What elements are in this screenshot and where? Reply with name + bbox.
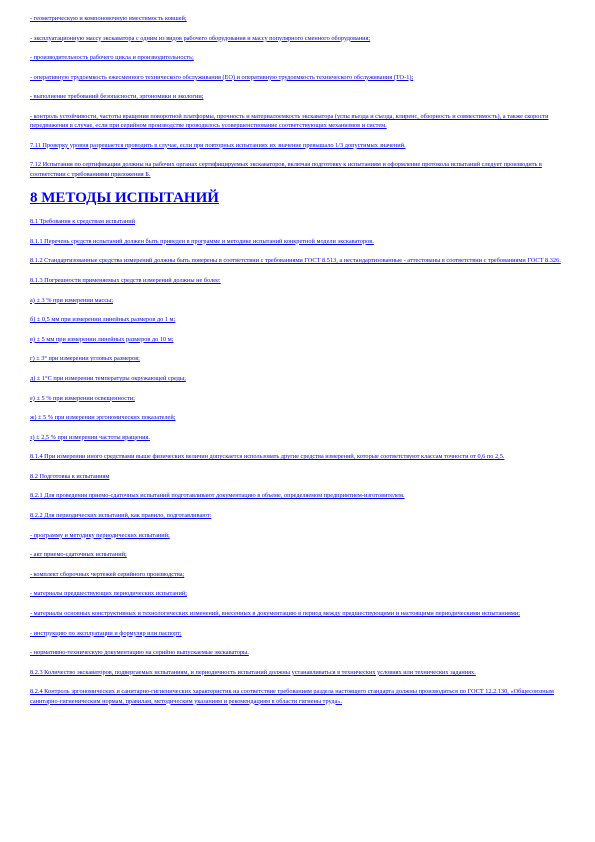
document-link-paragraph[interactable]: - материалы предшествующих периодических испытаний; bbox=[30, 590, 187, 598]
document-link-paragraph[interactable]: 8.1.4 При измерении иного средствами выше физических величин допускается использовать другие средства измерений, которые соответствуют классам точности от 0,6 по 2,5. bbox=[30, 453, 505, 461]
document-link-paragraph[interactable]: - инструкцию по эксплуатации и формуляр или паспорт; bbox=[30, 629, 182, 637]
document-page bbox=[30, 14, 565, 716]
document-link-paragraph[interactable]: 8.2.2 Для периодических испытаний, как правило, подготавливают: bbox=[30, 512, 212, 520]
document-link-paragraph[interactable]: з) ± 2,5 % при измерении частоты вращения. bbox=[30, 433, 150, 441]
paragraph-list-before bbox=[30, 14, 565, 179]
document-link-paragraph[interactable]: - комплект сборочных чертежей серийного производства; bbox=[30, 570, 185, 578]
document-link-paragraph[interactable]: в) ± 5 мм при измерении линейных размеров до 10 м; bbox=[30, 335, 174, 343]
document-link-paragraph[interactable]: - программу и методику периодических испытаний; bbox=[30, 531, 170, 539]
section-heading[interactable]: 8 МЕТОДЫ ИСПЫТАНИЙ bbox=[30, 190, 219, 207]
document-link-paragraph[interactable]: - контроль устойчивости, частоты вращения поворотной платформы, прочность и материалоемкость экскаватора (углы въезда и съезда, клиренс, обзорность и совместимость), а также скорости передвижения в случае, если при серийном производстве проводилось усовершенствование соответствующих механизмов и систем. bbox=[30, 112, 549, 130]
document-link-paragraph[interactable]: - геометрическую и компоновочную вместимость ковшей; bbox=[30, 15, 187, 22]
document-link-paragraph[interactable]: д) ± 1°С при измерении температуры окружающей среды; bbox=[30, 374, 186, 382]
document-link-paragraph[interactable]: б) ± 0,5 мм при измерении линейных размеров до 1 м; bbox=[30, 316, 176, 324]
document-link-paragraph[interactable]: - оперативную трудоемкость ежесменного технического обслуживания (ЕО) и оперативную трудоемкость технического обслуживания (ТО-1); bbox=[30, 73, 414, 81]
document-link-paragraph[interactable]: е) ± 5 % при измерении освещенности; bbox=[30, 394, 135, 402]
document-link-paragraph[interactable]: а) ± 3 % при измерении массы; bbox=[30, 296, 113, 304]
document-link-paragraph[interactable]: 8.2.1 Для проведения приемо-сдаточных испытаний подготавливают документацию в объеме, определяемом предприятием-изготовителем. bbox=[30, 492, 405, 500]
document-link-paragraph[interactable]: 8.1.1 Перечень средств испытаний должен быть приведен в программе и методике испытаний конкретной модели экскаваторов. bbox=[30, 237, 374, 245]
document-link-paragraph[interactable]: - производительность рабочего цикла и производительность; bbox=[30, 54, 194, 62]
document-link-paragraph[interactable]: 8.2.4 Контроль эргономических и санитарно-гигиенических характеристик на соответствие требованиям раздела настоящего стандарта должны производиться по ГОСТ 12.2.130, «Общесоюзным санитарно-гигиеническим нормам, правилам, методическим указаниям и рекомендациям в области гигиены труда». bbox=[30, 688, 554, 705]
document-link-paragraph[interactable]: 7.12 Испытания по сертификации должны на рабочих органах сертифицируемых экскаваторов, включая подготовку к испытаниям и оформление протокола испытаний следует производить в соответствии с требованиями приложения Б. bbox=[30, 161, 542, 178]
document-link-paragraph[interactable]: г) ± 3° при измерении угловых размеров; bbox=[30, 355, 140, 363]
document-link-paragraph[interactable]: 8.2.3 Количество экскаваторов, подвергаемых испытаниям, и периодичность испытаний должны устанавливаться в технических условиях или технических заданиях. bbox=[30, 668, 476, 676]
document-link-paragraph[interactable]: 8.2 Подготовка к испытаниям bbox=[30, 472, 110, 480]
document-link-paragraph[interactable]: ж) ± 5 % при измерении эргономических показателей; bbox=[30, 414, 176, 422]
document-link-paragraph[interactable]: - акт приемо-сдаточных испытаний; bbox=[30, 551, 127, 559]
document-link-paragraph[interactable]: 7.11 Проверку уровня разрешается проводить в случае, если при повторных испытаниях их значение превышало 1/3 допустимых значений. bbox=[30, 141, 406, 149]
document-link-paragraph[interactable]: - нормативно-техническую документацию на серийно выпускаемые экскаваторы. bbox=[30, 649, 249, 657]
document-link-paragraph[interactable]: 8.1.3 Погрешности применяемых средств измерений должны не более: bbox=[30, 276, 221, 284]
document-link-paragraph[interactable]: - материалы основных конструктивных и технологических изменений, внесенных в документацию в период между предшествующими и настоящими периодическими испытаниями; bbox=[30, 610, 521, 618]
document-link-paragraph[interactable]: 8.1.2 Стандартизованные средства измерений должны быть поверены в соответствии с требованиями ГОСТ 8.513, а нестандартизованные - аттестованы в соответствии с требованиями ГОСТ 8.326. bbox=[30, 257, 561, 265]
document-link-paragraph[interactable]: - выполнение требований безопасности, эргономики и экологии; bbox=[30, 93, 204, 101]
paragraph-list-after bbox=[30, 217, 565, 706]
document-link-paragraph[interactable]: - эксплуатационную массу экскаватора с одним из видов рабочего оборудования и массу популярного сменного оборудования; bbox=[30, 34, 371, 42]
document-link-paragraph[interactable]: 8.1 Требования к средствам испытаний bbox=[30, 218, 136, 226]
